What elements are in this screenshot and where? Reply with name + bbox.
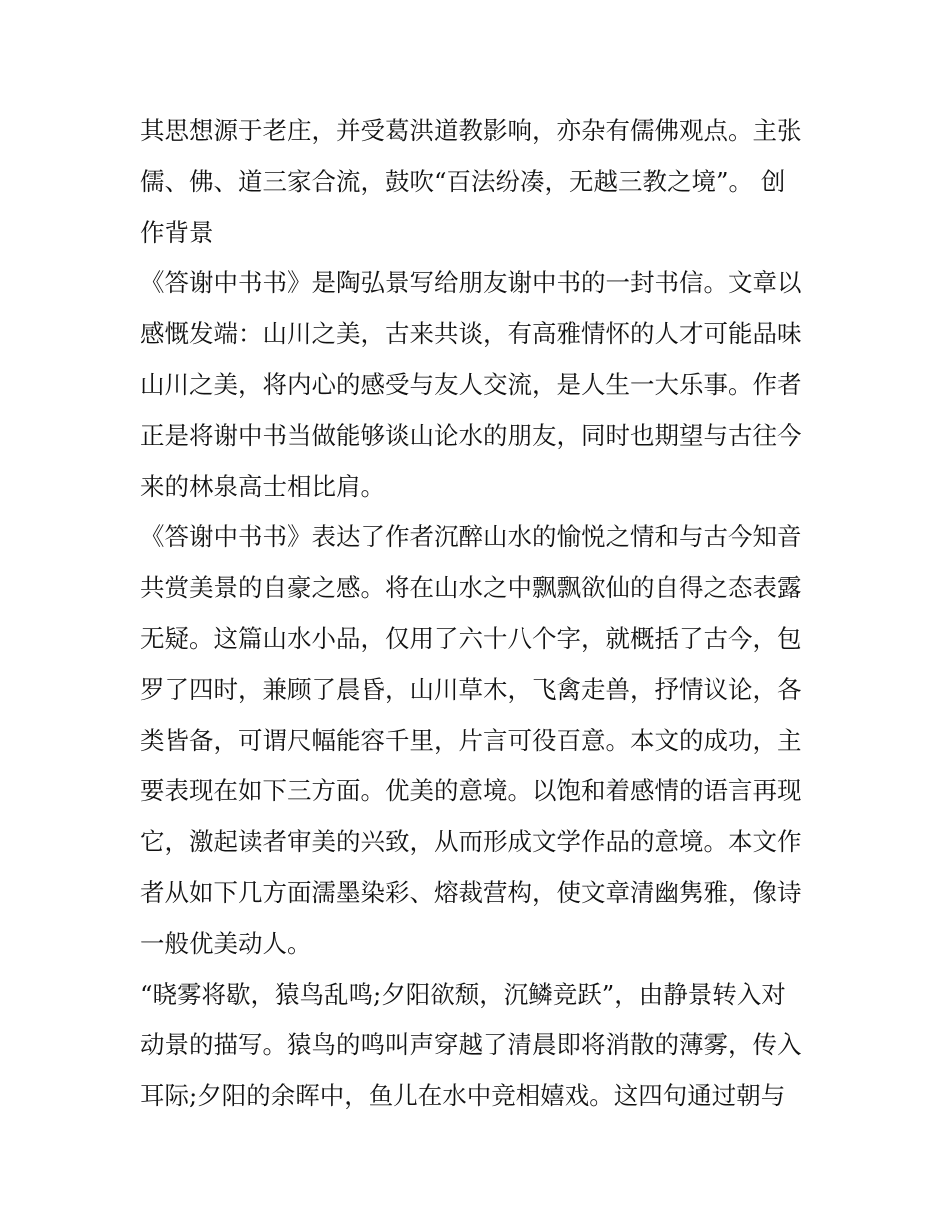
text-line-16: 者从如下几方面濡墨染彩、熔裁营构，使文章清幽隽雅，像诗 xyxy=(140,877,802,907)
text-line-14: 要表现在如下三方面。优美的意境。以饱和着感情的语言再现 xyxy=(140,776,802,806)
text-line-18: “晓雾将歇，猿鸟乱鸣;夕阳欲颓，沉鳞竞跃”，由静景转入对 xyxy=(140,979,786,1009)
text-line-10: 共赏美景的自豪之感。将在山水之中飘飘欲仙的自得之态表露 xyxy=(140,573,802,603)
text-line-13: 类皆备，可谓尺幅能容千里，片言可役百意。本文的成功，主 xyxy=(140,725,802,755)
body-text xyxy=(140,106,830,1122)
text-line-7: 正是将谢中书当做能够谈山论水的朋友，同时也期望与古往今 xyxy=(140,420,802,450)
text-line-17: 一般优美动人。 xyxy=(140,928,312,958)
text-line-1: 其思想源于老庄，并受葛洪道教影响，亦杂有儒佛观点。主张 xyxy=(140,116,802,145)
text-line-11: 无疑。这篇山水小品，仅用了六十八个字，就概括了古今，包 xyxy=(140,623,802,653)
text-line-5: 感慨发端：山川之美，古来共谈，有高雅情怀的人才可能品味 xyxy=(140,319,802,349)
text-line-20: 耳际;夕阳的余晖中，鱼儿在水中竞相嬉戏。这四句通过朝与 xyxy=(140,1081,786,1111)
text-line-6: 山川之美，将内心的感受与友人交流，是人生一大乐事。作者 xyxy=(140,369,802,399)
text-line-4: 《答谢中书书》是陶弘景写给朋友谢中书的一封书信。文章以 xyxy=(140,268,802,298)
text-line-3: 作背景 xyxy=(140,217,214,247)
text-line-8: 来的林泉高士相比肩。 xyxy=(140,471,385,501)
text-line-15: 它，激起读者审美的兴致，从而形成文学作品的意境。本文作 xyxy=(140,827,802,857)
text-line-12: 罗了四时，兼顾了晨昏，山川草木，飞禽走兽，抒情议论，各 xyxy=(140,674,802,704)
text-line-9: 《答谢中书书》表达了作者沉醉山水的愉悦之情和与古今知音 xyxy=(140,522,802,552)
text-line-19: 动景的描写。猿鸟的鸣叫声穿越了清晨即将消散的薄雾，传入 xyxy=(140,1030,802,1060)
text-line-2: 儒、佛、道三家合流，鼓吹“百法纷凑，无越三教之境”。 创 xyxy=(140,166,786,196)
